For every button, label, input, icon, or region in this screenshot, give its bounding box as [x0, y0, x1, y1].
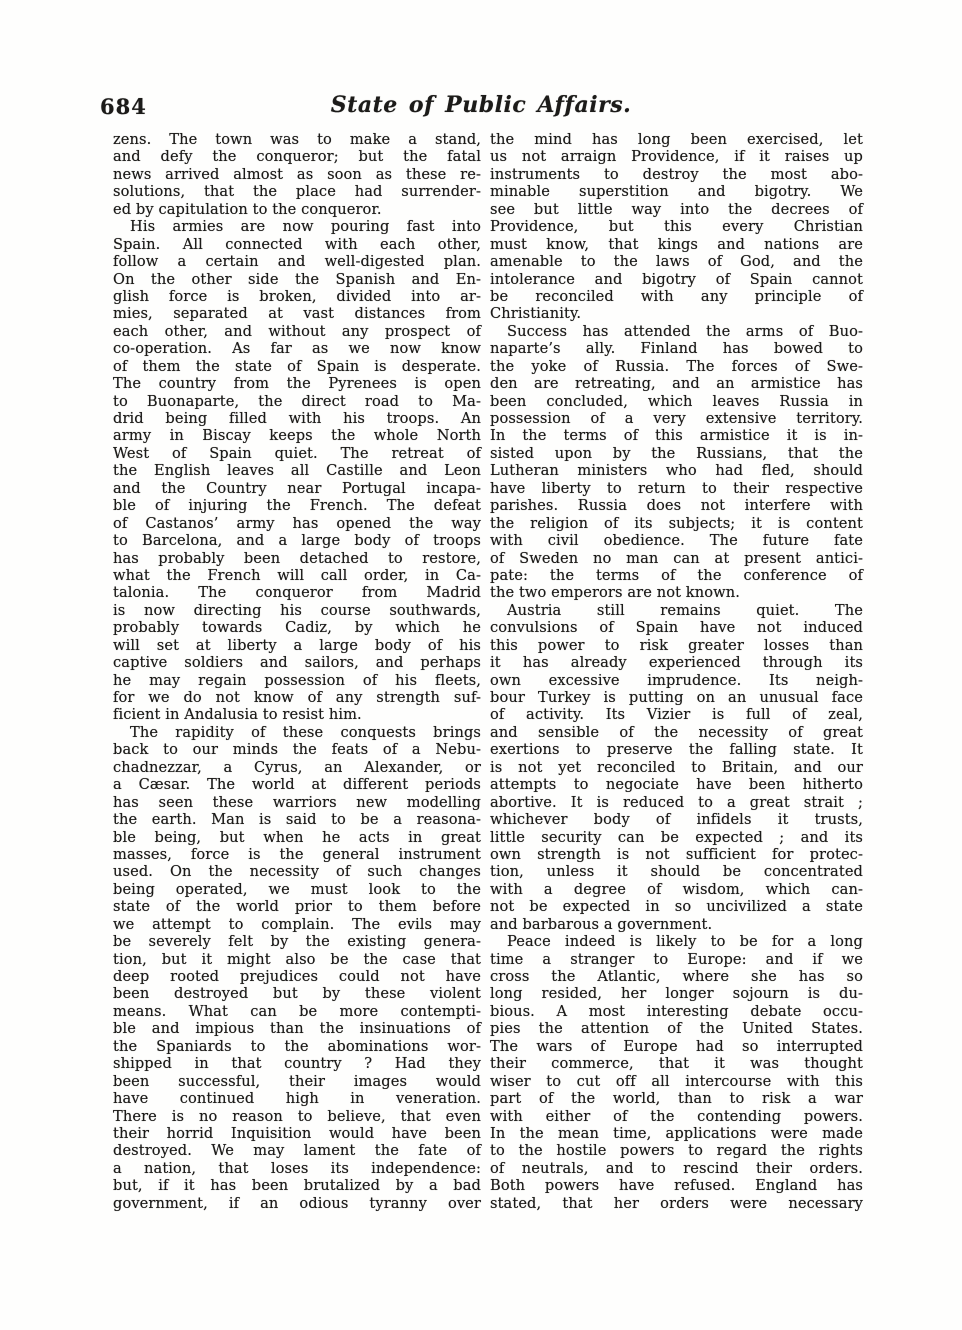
text-line: destroyed. We may lament the fate of	[113, 1142, 481, 1160]
text-line: Providence, but this every Christian	[490, 218, 863, 236]
text-line: drid being filled with his troops. An	[113, 410, 481, 427]
text-line: been concluded, which leaves Russia in	[490, 392, 863, 410]
text-line: Both powers have refused. England has	[490, 1177, 863, 1195]
text-line: In the terms of this armistice it is in-	[490, 427, 863, 445]
text-line: their commerce, that it was thought	[490, 1055, 863, 1073]
text-line: what the French will call order, in Ca-	[113, 566, 481, 584]
text-line: pate: the terms of the conference of	[490, 566, 863, 584]
text-line: stated, that her orders were necessary	[490, 1194, 863, 1212]
text-line: Austria still remains quiet. The	[507, 601, 863, 619]
text-line: instruments to destroy the most abo-	[490, 165, 863, 183]
text-line: exertions to preserve the falling state. It	[490, 741, 863, 759]
text-line: been destroyed but by these violent	[113, 985, 481, 1003]
text-line: with civil obedience. The future fate	[490, 532, 863, 550]
text-line: co-operation. As far as we now know	[113, 340, 481, 358]
text-columns	[113, 131, 863, 1212]
text-line: we attempt to complain. The evils may	[113, 915, 481, 933]
text-line: In the mean time, applications were made	[490, 1124, 863, 1142]
text-line: will set at liberty a large body of his	[113, 636, 481, 654]
text-line: little security can be expected ; and its	[490, 828, 863, 846]
text-line: own excessive imprudence. Its neigh-	[490, 671, 863, 689]
paragraph	[490, 602, 863, 933]
text-line: each other, and without any prospect of	[113, 322, 481, 340]
text-line: minable superstition and bigotry. We	[490, 183, 863, 201]
text-line: of neutrals, and to rescind their orders.	[490, 1159, 863, 1177]
page-title: State of Public Affairs.	[330, 92, 632, 118]
text-line: His armies are now pouring fast into	[130, 218, 481, 236]
text-line: has probably been detached to restore,	[113, 549, 481, 567]
text-line: own strength is not sufficient for protec-	[490, 845, 863, 863]
text-line: and the Country near Portugal incapa-	[113, 479, 481, 497]
text-line: the English leaves all Castille and Leon	[113, 462, 481, 480]
text-line: Peace indeed is likely to be for a long	[507, 933, 863, 951]
text-line: tion, but it might also be the case that	[113, 950, 481, 968]
text-line: ble of injuring the French. The defeat	[113, 497, 481, 515]
text-line: captive soldiers and sailors, and perhaps	[113, 654, 481, 672]
text-line: but, if it has been brutalized by a bad	[113, 1177, 481, 1195]
text-line: follow a certain and well-digested plan.	[113, 253, 481, 271]
text-line: parishes. Russia does not interfere with	[490, 497, 863, 515]
text-line: for we do not know of any strength suf-	[113, 689, 481, 706]
text-line: amenable to the laws of God, and the	[490, 253, 863, 271]
text-line: cross the Atlantic, where she has so	[490, 968, 863, 985]
text-line: sisted upon by the Russians, that the	[490, 444, 863, 462]
page-number: 684	[100, 94, 147, 119]
text-line: to Buonaparte, the direct road to Ma-	[113, 392, 481, 410]
text-line: convulsions of Spain have not induced	[490, 619, 863, 637]
text-line: be severely felt by the existing genera-	[113, 933, 481, 951]
text-line: The rapidity of these conquests brings	[130, 723, 481, 741]
text-line: whichever body of infidels it trusts,	[490, 811, 863, 829]
text-line: this power to risk greater losses than	[490, 636, 863, 654]
text-line: long resided, her longer sojourn is du-	[490, 985, 863, 1003]
text-line: with either of the contending powers.	[490, 1107, 863, 1125]
text-line: us not arraign Providence, if it raises up	[490, 148, 863, 166]
text-line: a nation, that loses its independence:	[113, 1159, 481, 1177]
paragraph	[113, 131, 481, 218]
text-line: ble being, but when he acts in great	[113, 828, 481, 846]
text-line: zens. The town was to make a stand,	[113, 131, 481, 148]
text-line: time a stranger to Europe: and if we	[490, 950, 863, 968]
text-line: ficient in Andalusia to resist him.	[113, 706, 362, 724]
text-line: the yoke of Russia. The forces of Swe-	[490, 357, 863, 375]
text-line: of Castanos’ army has opened the way	[113, 514, 481, 532]
paragraph	[113, 218, 481, 724]
text-line: shipped in that country ? Had they	[113, 1055, 481, 1073]
text-line: being operated, we must look to the	[113, 880, 481, 898]
column-left	[113, 131, 481, 1212]
text-line: state of the world prior to them before	[113, 898, 481, 916]
text-line: must know, that kings and nations are	[490, 235, 863, 253]
text-line: attempts to negociate have been hitherto	[490, 776, 863, 794]
text-line: The country from the Pyrenees is open	[113, 375, 481, 393]
text-line: masses, force is the general instrument	[113, 845, 481, 863]
text-line: with a degree of wisdom, which can-	[490, 880, 863, 898]
text-line: bour Turkey is putting on an unusual face	[490, 689, 863, 706]
text-line: is now directing his course southwards,	[113, 601, 481, 619]
text-line: ed by capitulation to the conqueror.	[113, 200, 382, 218]
text-line: their horrid Inquisition would have been	[113, 1124, 481, 1142]
paragraph	[490, 323, 863, 602]
text-line: bious. A most interesting debate occu-	[490, 1002, 863, 1020]
text-line: army in Biscay keeps the whole North	[113, 427, 481, 445]
text-line: and barbarous a government.	[490, 915, 713, 933]
text-line: abortive. It is reduced to a great strait ;	[490, 793, 863, 811]
text-line: is not yet reconciled to Britain, and our	[490, 758, 863, 776]
text-line: have continued high in veneration.	[113, 1090, 481, 1108]
text-line: and defy the conqueror; but the fatal	[113, 148, 481, 166]
text-line: mies, separated at vast distances from	[113, 305, 481, 323]
text-line: talonia. The conqueror from Madrid	[113, 584, 481, 602]
page-header	[0, 92, 962, 132]
text-line: has seen these warriors new modelling	[113, 793, 481, 811]
text-line: tion, unless it should be concentrated	[490, 863, 863, 881]
text-line: been successful, their images would	[113, 1072, 481, 1090]
text-line: not be expected in so uncivilized a state	[490, 898, 863, 916]
text-line: On the other side the Spanish and En-	[113, 270, 481, 288]
text-line: of Sweden no man can at present antici-	[490, 549, 863, 567]
paragraph	[490, 933, 863, 1212]
text-line: of activity. Its Vizier is full of zeal,	[490, 706, 863, 724]
text-line: be reconciled with any principle of	[490, 287, 863, 305]
text-line: wiser to cut off all intercourse with this	[490, 1072, 863, 1090]
text-line: see but little way into the decrees of	[490, 200, 863, 218]
text-line: Success has attended the arms of Buo-	[507, 322, 863, 340]
text-line: solutions, that the place had surrender-	[113, 183, 481, 201]
text-line: chadnezzar, a Cyrus, an Alexander, or	[113, 758, 481, 776]
text-line: the mind has long been exercised, let	[490, 131, 863, 148]
text-line: it has already experienced through its	[490, 654, 863, 672]
text-line: means. What can be more contempti-	[113, 1002, 481, 1020]
text-line: to the hostile powers to regard the rights	[490, 1142, 863, 1160]
text-line: of them the state of Spain is desperate.	[113, 357, 481, 375]
text-line: the religion of its subjects; it is content	[490, 514, 863, 532]
text-line: the Spaniards to the abominations wor-	[113, 1037, 481, 1055]
text-line: and sensible of the necessity of great	[490, 723, 863, 741]
text-line: intolerance and bigotry of Spain cannot	[490, 270, 863, 288]
text-line: Christianity.	[490, 305, 582, 323]
text-line: deep rooted prejudices could not have	[113, 968, 481, 985]
text-line: government, if an odious tyranny over	[113, 1194, 481, 1212]
text-line: There is no reason to believe, that even	[113, 1107, 481, 1125]
text-line: the two emperors are not known.	[490, 584, 740, 602]
paragraph	[113, 724, 481, 1212]
text-line: have liberty to return to their respective	[490, 479, 863, 497]
text-line: he may regain possession of his fleets,	[113, 671, 481, 689]
text-line: ble and impious than the insinuations of	[113, 1020, 481, 1038]
text-line: pies the attention of the United States.	[490, 1020, 863, 1038]
text-line: Spain. All connected with each other,	[113, 235, 481, 253]
text-line: The wars of Europe had so interrupted	[490, 1037, 863, 1055]
text-line: part of the world, than to risk a war	[490, 1090, 863, 1108]
text-line: to Barcelona, and a large body of troops	[113, 532, 481, 550]
text-line: possession of a very extensive territory.	[490, 410, 863, 427]
text-line: news arrived almost as soon as these re-	[113, 165, 481, 183]
text-line: back to our minds the feats of a Nebu-	[113, 741, 481, 759]
text-line: West of Spain quiet. The retreat of	[113, 444, 481, 462]
text-line: probably towards Cadiz, by which he	[113, 619, 481, 637]
text-line: glish force is broken, divided into ar-	[113, 287, 481, 305]
column-right	[490, 131, 863, 1212]
text-line: the earth. Man is said to be a reasona-	[113, 811, 481, 829]
text-line: a Cæsar. The world at different periods	[113, 776, 481, 794]
paragraph	[490, 131, 863, 323]
text-line: used. On the necessity of such changes	[113, 863, 481, 881]
text-line: den are retreating, and an armistice has	[490, 375, 863, 393]
text-line: Lutheran ministers who had fled, should	[490, 462, 863, 480]
text-line: naparte’s ally. Finland has bowed to	[490, 340, 863, 358]
